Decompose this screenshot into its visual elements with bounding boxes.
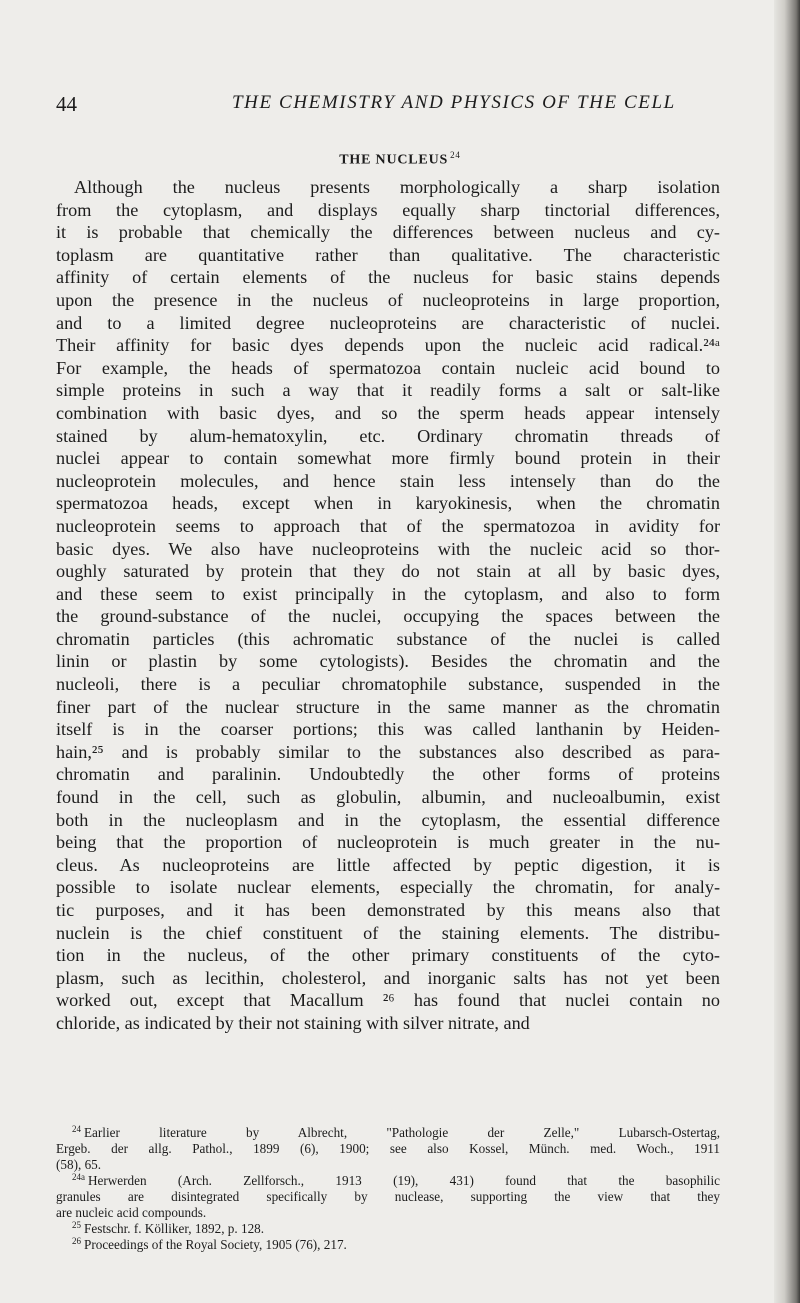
body-line: nuclein is the chief constituent of the staining elements. The distribu- (56, 922, 720, 943)
body-line: combination with basic dyes, and so the sperm heads appear intensely (56, 402, 720, 423)
body-line: stained by alum-hematoxylin, etc. Ordinary chromatin threads of (56, 425, 720, 446)
body-line: hain,²⁵ and is probably similar to the substances also described as para- (56, 741, 720, 762)
footnote-text: Earlier literature by Albrecht, "Pathologie der Zelle," Lubarsch-Ostertag, (84, 1125, 720, 1140)
footnote-marker: 24a (72, 1171, 85, 1182)
running-title: THE CHEMISTRY AND PHYSICS OF THE CELL (232, 92, 676, 113)
body-line: linin or plastin by some cytologists). Besides the chromatin and the (56, 651, 720, 672)
footnote-line (56, 1237, 720, 1253)
page-edge-shadow (774, 0, 800, 1303)
body-line: possible to isolate nuclear elements, especially the chromatin, for analy- (56, 877, 720, 898)
body-line: nucleoprotein seems to approach that of the spermatozoa in avidity for (56, 515, 720, 536)
footnote-text: granules are disintegrated specifically by nuclease, supporting the view that they (56, 1189, 720, 1204)
section-heading-text: THE NUCLEUS (339, 152, 449, 168)
footnote-line (56, 1189, 720, 1205)
body-line: oughly saturated by protein that they do not stain at all by basic dyes, (56, 561, 720, 582)
footnote-line (56, 1205, 720, 1221)
body-text (56, 176, 720, 1035)
body-line: nucleoli, there is a peculiar chromatophile substance, suspended in the (56, 674, 720, 695)
body-line: and to a limited degree nucleoproteins are characteristic of nuclei. (56, 312, 720, 333)
body-line: chloride, as indicated by their not staining with silver nitrate, and (56, 1012, 530, 1033)
body-line: tion in the nucleus, of the other primary constituents of the cyto- (56, 945, 720, 966)
body-line: tic purposes, and it has been demonstrated by this means also that (56, 900, 720, 920)
body-line: cleus. As nucleoproteins are little affected by peptic digestion, it is (56, 854, 720, 875)
body-line: itself is in the coarser portions; this was called lanthanin by Heiden- (56, 719, 720, 740)
footnote-text: Ergeb. der allg. Pathol., 1899 (6), 1900; see also Kossel, Münch. med. Woch., 1911 (56, 1141, 720, 1156)
footnote-marker: 25 (72, 1219, 81, 1230)
body-line: it is probable that chemically the differences between nucleus and cy- (56, 222, 720, 243)
footnote-line (56, 1173, 720, 1189)
footnote-line (56, 1221, 720, 1237)
footnote-line (56, 1157, 720, 1173)
body-line: chromatin and paralinin. Undoubtedly the other forms of proteins (56, 764, 720, 785)
footnote-text: Herwerden (Arch. Zellforsch., 1913 (19), 431) found that the basophilic (88, 1173, 720, 1188)
footnote-line (56, 1141, 720, 1157)
body-line: nuclei appear to contain somewhat more firmly bound protein in their (56, 448, 720, 469)
body-line: spermatozoa heads, except when in karyokinesis, when the chromatin (56, 493, 720, 514)
section-heading (0, 150, 800, 169)
body-line: worked out, except that Macallum ²⁶ has found that nuclei contain no (56, 990, 720, 1011)
footnote-text: Proceedings of the Royal Society, 1905 (76), 217. (84, 1237, 347, 1252)
body-line: Their affinity for basic dyes depends upon the nucleic acid radical.²⁴ᵃ (56, 335, 720, 356)
body-line: both in the nucleoplasm and in the cytoplasm, the essential difference (56, 809, 720, 830)
body-line: affinity of certain elements of the nucleus for basic stains depends (56, 267, 720, 288)
page-header (56, 92, 706, 118)
body-line: finer part of the nuclear structure in the same manner as the chromatin (56, 696, 720, 717)
footnote-text: (58), 65. (56, 1157, 102, 1172)
body-line: plasm, such as lecithin, cholesterol, and inorganic salts has not yet been (56, 967, 720, 988)
footnote-marker: 26 (72, 1235, 81, 1246)
page-number: 44 (56, 92, 77, 116)
footnotes (56, 1125, 720, 1253)
footnote-text: are nucleic acid compounds. (56, 1205, 207, 1220)
body-line: upon the presence in the nucleus of nucleoproteins in large proportion, (56, 289, 720, 310)
footnote-line (56, 1125, 720, 1141)
body-line: Although the nucleus presents morphologically a sharp isolation (74, 177, 720, 197)
body-line: found in the cell, such as globulin, albumin, and nucleoalbumin, exist (56, 787, 720, 808)
footnote-text: Festschr. f. Kölliker, 1892, p. 128. (84, 1221, 265, 1236)
body-line: from the cytoplasm, and displays equally sharp tinctorial differences, (56, 199, 720, 220)
body-line: For example, the heads of spermatozoa contain nucleic acid bound to (56, 357, 720, 378)
footnote-marker: 24 (72, 1123, 81, 1134)
body-line: the ground-substance of the nuclei, occupying the spaces between the (56, 606, 720, 627)
body-line: and these seem to exist principally in the cytoplasm, and also to form (56, 583, 720, 604)
body-line: being that the proportion of nucleoprotein is much greater in the nu- (56, 832, 720, 853)
body-line: simple proteins in such a way that it readily forms a salt or salt-like (56, 380, 720, 401)
body-line: nucleoprotein molecules, and hence stain less intensely than do the (56, 470, 720, 491)
body-line: chromatin particles (this achromatic substance of the nuclei is called (56, 628, 720, 649)
body-line: basic dyes. We also have nucleoproteins with the nucleic acid so thor- (56, 538, 720, 559)
section-heading-footnote-ref: 24 (450, 150, 461, 160)
body-line: toplasm are quantitative rather than qualitative. The characteristic (56, 244, 720, 265)
